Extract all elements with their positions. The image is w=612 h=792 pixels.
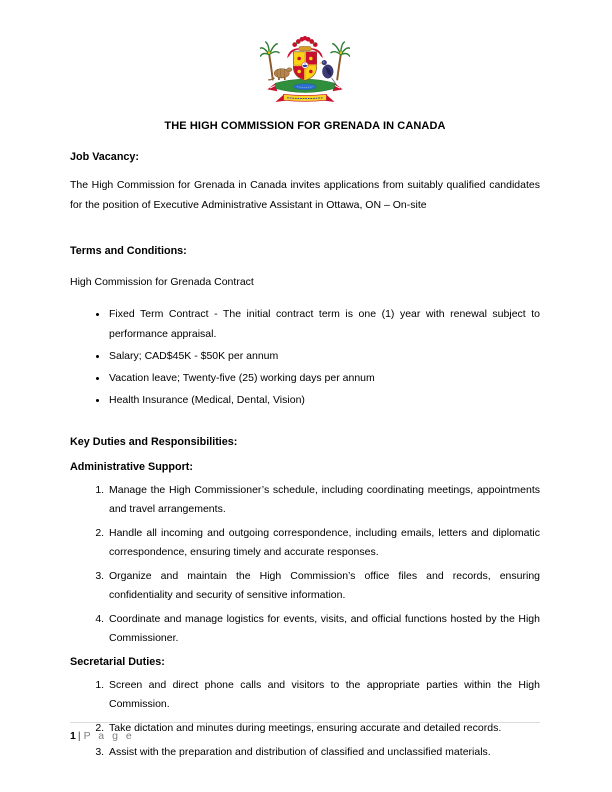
bullet-item-vacation: • Vacation leave; Twenty-five (25) working days per annum <box>108 368 540 388</box>
admin-duty-item: 4. Coordinate and manage logistics for events, visits, and official functions hosted by the High Commissioner. <box>107 610 540 648</box>
palm-tree-right <box>331 42 350 80</box>
admin-duty-item: 2. Handle all incoming and outgoing correspondence, including emails, letters and diplomatic correspondence, ensuring timely and accurate responses. <box>107 524 540 562</box>
terms-subheading: High Commission for Grenada Contract <box>70 276 254 288</box>
page-footer <box>70 722 540 742</box>
crest-shield <box>293 52 316 81</box>
footer-separator: | <box>77 730 81 742</box>
terms-heading: Terms and Conditions: <box>70 245 187 257</box>
terms-bullet-list <box>70 304 540 410</box>
administrative-support-list <box>70 481 540 648</box>
admin-duty-item: 1. Manage the High Commissioner’s schedule, including coordinating meetings, appointments and travel arrangements. <box>107 481 540 519</box>
page-number: 1 <box>70 730 76 742</box>
footer-label: P a g e <box>83 730 135 742</box>
crest-mound <box>267 79 342 92</box>
grenada-coat-of-arms-icon <box>260 33 350 110</box>
bullet-item-salary: • Salary; CAD$45K - $50K per annum <box>108 346 540 366</box>
secretarial-duties-heading: Secretarial Duties: <box>70 656 165 668</box>
secretarial-duties-list <box>70 676 540 762</box>
document-title: THE HIGH COMMISSION FOR GRENADA IN CANADA <box>164 120 446 132</box>
key-duties-heading: Key Duties and Responsibilities: <box>70 436 238 448</box>
motto-ribbon <box>275 94 334 102</box>
administrative-support-heading: Administrative Support: <box>70 461 193 473</box>
secretarial-duty-item: 2. Take dictation and minutes during meetings, ensuring accurate and detailed records. <box>107 719 540 738</box>
job-vacancy-heading: Job Vacancy: <box>70 151 140 163</box>
crest-flowers <box>292 36 317 47</box>
secretarial-duty-item: 3. Assist with the preparation and distribution of classified and unclassified materials. <box>107 743 540 762</box>
bullet-item-insurance: • Health Insurance (Medical, Dental, Vision) <box>108 390 540 410</box>
crest-container <box>70 33 540 113</box>
secretarial-duty-item: 1. Screen and direct phone calls and visitors to the appropriate parties within the High Commission. <box>107 676 540 714</box>
job-vacancy-paragraph: The High Commission for Grenada in Canada invites applications from suitably qualified candidates for the position of Executive Administrative Assistant in Ottawa, ON – On-site <box>70 179 540 211</box>
bullet-item-contract: • Fixed Term Contract - The initial contract term is one (1) year with renewal subject to performance appraisal. <box>108 304 540 344</box>
admin-duty-item: 3. Organize and maintain the High Commission’s office files and records, ensuring confidentiality and security of sensitive information. <box>107 567 540 605</box>
